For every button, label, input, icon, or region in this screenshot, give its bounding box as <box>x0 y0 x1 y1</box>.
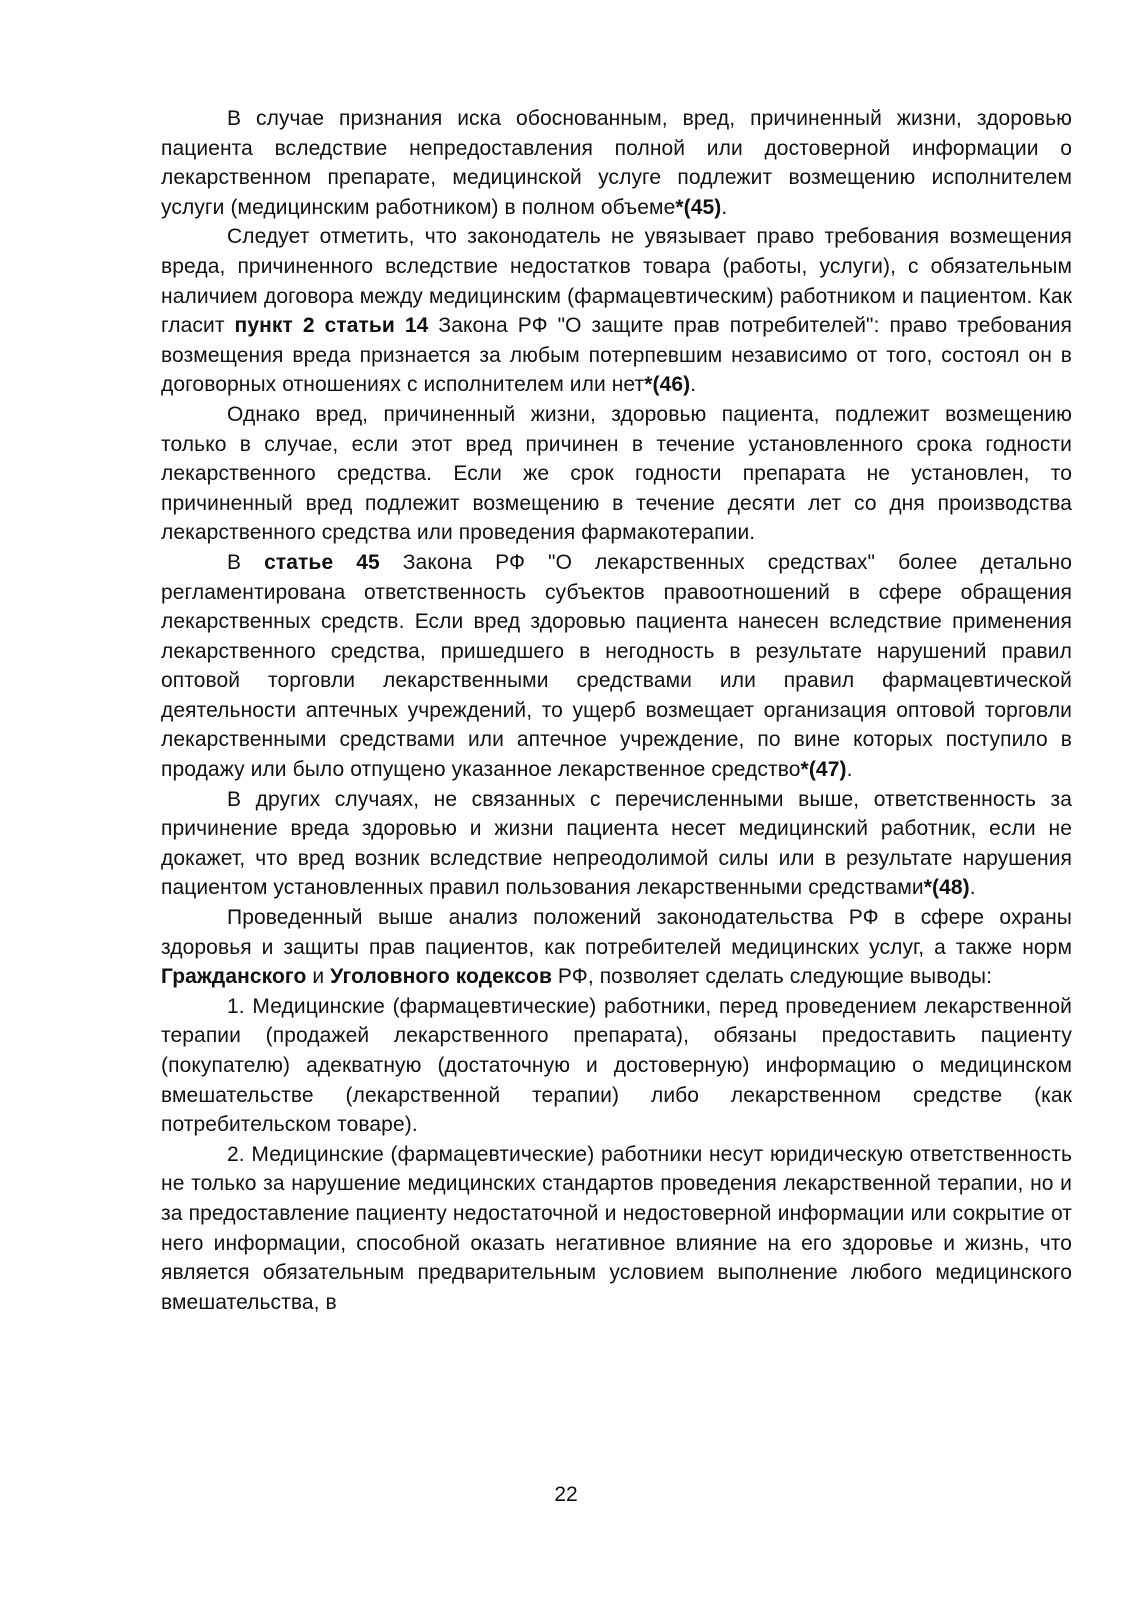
text-run: Закона РФ "О лекарственных средствах" более детально регламентирована ответственность субъектов правоотношений в сфере обращения лекарственных средств. Если вред здоровью пациента нанесен вследствие применения лекарственного средства, пришедшего в негодность в результате нарушений правил оптовой торговли лекарственными средствами или правил фармацевтической деятельности аптечных учреждений, то ущерб возмещает организация оптовой торговли лекарственными средствами или аптечное учреждение, по вине которых поступило в продажу или было отпущено указанное лекарственное средство <box>161 550 1072 782</box>
text-run: . <box>846 758 853 782</box>
text-run: . <box>690 373 697 397</box>
paragraph <box>161 548 1072 785</box>
text-run: и <box>306 965 331 989</box>
paragraph <box>161 1140 1072 1318</box>
text-run: Закона РФ "О защите прав потребителей": право требования возмещения вреда признается за любым потерпевшим независимо от того, состоял он в договорных отношениях с исполнителем или нет <box>161 314 1073 397</box>
text-run: 1. Медицинские (фармацевтические) работники, перед проведением лекарственной терапии (продажей лекарственного препарата), обязаны предоставить пациенту (покупателю) адекватную (достаточную и достоверную) информацию о медицинском вмешательстве (лекарственной терапии) либо лекарственном средстве (как потребительском товаре). <box>161 994 1072 1137</box>
text-run: Проведенный выше анализ положений законодательства РФ в сфере охраны здоровья и защиты прав пациентов, как потребителей медицинских услуг, а также норм <box>161 906 1072 959</box>
bold-text-run: *(45) <box>675 195 722 219</box>
paragraph <box>161 785 1072 903</box>
bold-text-run: пункт 2 статьи 14 <box>234 314 429 338</box>
paragraph <box>161 903 1072 992</box>
text-run: В других случаях, не связанных с перечисленными выше, ответственность за причинение вреда здоровью и жизни пациента несет медицинский работник, если не докажет, что вред возник вследствие непреодолимой силы или в результате нарушения пациентом установленных правил пользования лекарственными средствами <box>161 787 1072 900</box>
text-run: . <box>721 195 728 219</box>
paragraph <box>161 222 1072 400</box>
bold-text-run: Уголовного кодексов <box>330 965 552 989</box>
text-run: Однако вред, причиненный жизни, здоровью пациента, подлежит возмещению только в случае, если этот вред причинен в течение установленного срока годности лекарственного средства. Если же срок годности препарата не установлен, то причиненный вред подлежит возмещению в течение десяти лет со дня производства лекарственного средства или проведения фармакотерапии. <box>161 402 1072 545</box>
text-run: В случае признания иска обоснованным, вред, причиненный жизни, здоровью пациента вследствие непредоставления полной или достоверной информации о лекарственном препарате, медицинской услуге подлежит возмещению исполнителем услуги (медицинским работником) в полном объеме <box>161 107 1072 219</box>
text-run: . <box>969 876 976 900</box>
bold-text-run: *(48) <box>923 876 970 900</box>
document-body <box>161 104 1072 1317</box>
bold-text-run: *(46) <box>644 373 691 397</box>
text-run: 2. Медицинские (фармацевтические) работники несут юридическую ответственность не только за нарушение медицинских стандартов проведения лекарственной терапии, но и за предоставление пациенту недостаточной и недостоверной информации или сокрытие от него информации, способной оказать негативное влияние на его здоровье и жизнь, что является обязательным предварительным условием выполнение любого медицинского вмешательства, в <box>161 1142 1072 1314</box>
bold-text-run: статье 45 <box>264 550 380 574</box>
paragraph <box>161 400 1072 548</box>
text-run: Следует отметить, что законодатель не увязывает право требования возмещения вреда, причиненного вследствие недостатков товара (работы, услуги), с обязательным наличием договора между медицинским (фармацевтическим) работником и пациентом. Как гласит <box>161 225 1072 338</box>
bold-text-run: Гражданского <box>161 965 307 989</box>
text-run: В <box>227 550 265 574</box>
paragraph <box>161 992 1072 1140</box>
bold-text-run: *(47) <box>800 758 847 782</box>
text-run: РФ, позволяет сделать следующие выводы: <box>551 965 993 989</box>
paragraph <box>161 104 1072 222</box>
page-number: 22 <box>554 1483 578 1506</box>
